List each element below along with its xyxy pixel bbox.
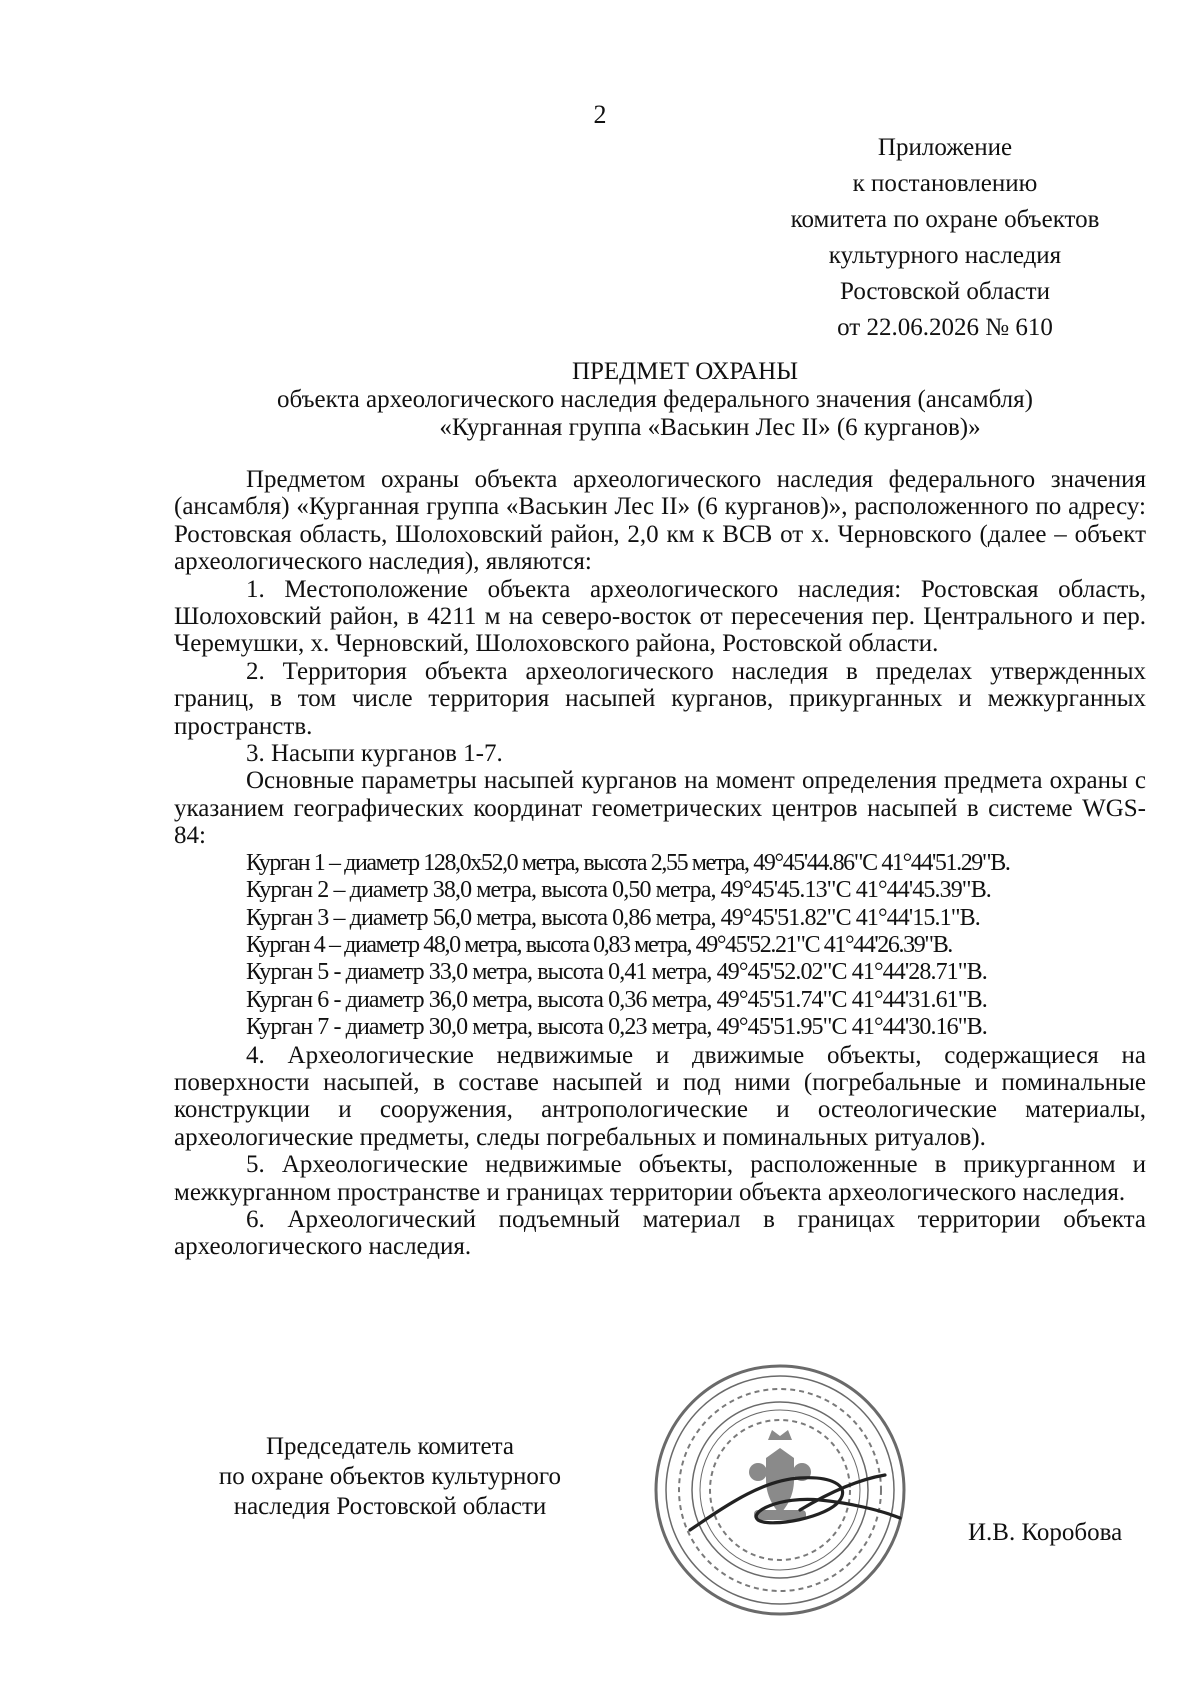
appendix-line: Приложение: [877, 134, 1013, 161]
appendix-line: от 22.06.2026 № 610: [837, 314, 1053, 341]
document-title: [160, 358, 1150, 442]
appendix-line: Ростовской области: [840, 278, 1050, 305]
mound-item: Курган 6 - диаметр 36,0 метра, высота 0,36 метра, 49°45'51.74"С 41°44'31.61"В.: [246, 986, 987, 1013]
appendix-line: комитета по охране объектов: [790, 206, 1100, 233]
mound-item: Курган 1 – диаметр 128,0х52,0 метра, высота 2,55 метра, 49°45'44.86"С 41°44'51.29"В.: [246, 849, 1010, 876]
intro-paragraph: Предметом охраны объекта археологического наследия федерального значения (ансамбля) «Курганная группа «Васькин Лес II» (6 курганов)», расположенного по адресу: Ростовская область, Шолоховский район, 2,0 км к ВСВ от х. Черновского (далее – объект археологического наследия), являются:: [174, 466, 1146, 576]
mound-list: [174, 850, 1146, 1042]
item-6-material: 6. Археологический подъемный материал в границах территории объекта археологического наследия.: [174, 1205, 1146, 1261]
mound-item: Курган 4 – диаметр 48,0 метра, высота 0,83 метра, 49°45'52.21"С 41°44'26.39"В.: [246, 931, 952, 958]
item-4-objects: 4. Археологические недвижимые и движимые объекты, содержащиеся на поверхности насыпей, в составе насыпей и под ними (погребальные и поминальные конструкции и сооружения, антропологические и остеологические материалы, археологические предметы, следы погребальных и поминальных ритуалов).: [174, 1041, 1146, 1151]
item-1-location: 1. Местоположение объекта археологического наследия: Ростовская область, Шолоховский район, в 4211 м на северо-восток от пересечения пер. Центрального и пер. Черемушки, х. Черновский, Шолоховского района, Ростовской области.: [174, 575, 1146, 658]
page-number: 2: [593, 100, 607, 129]
document-body: [174, 466, 1146, 1261]
signatory-position-line: по охране объектов культурного: [218, 1463, 562, 1490]
signatory-name: И.В. Коробова: [968, 1519, 1123, 1546]
params-intro: Основные параметры насыпей курганов на момент определения предмета охраны с указанием географических координат геометрических центров насыпей в системе WGS-84:: [174, 767, 1146, 850]
appendix-line: к постановлению: [852, 170, 1038, 197]
title-subtitle: объекта археологического наследия федерального значения (ансамбля): [277, 386, 1033, 413]
item-5-objects: 5. Археологические недвижимые объекты, расположенные в прикурганном и межкурганном пространстве и границах территории объекта археологического наследия.: [174, 1151, 1146, 1206]
title-object-name: «Курганная группа «Васькин Лес II» (6 курганов)»: [439, 414, 981, 441]
signatory-position: [180, 1432, 600, 1522]
mound-item: Курган 5 - диаметр 33,0 метра, высота 0,41 метра, 49°45'52.02"С 41°44'28.71"В.: [246, 959, 987, 986]
item-3-mounds: 3. Насыпи курганов 1-7.: [246, 740, 503, 768]
appendix-line: культурного наследия: [828, 242, 1062, 269]
mound-item: Курган 7 - диаметр 30,0 метра, высота 0,23 метра, 49°45'51.95"С 41°44'30.16"В.: [246, 1014, 987, 1041]
official-seal: [650, 1360, 910, 1620]
item-2-territory: 2. Территория объекта археологического наследия в пределах утвержденных границ, в том числе территория насыпей курганов, прикурганных и межкурганных пространств.: [174, 657, 1146, 740]
signatory-position-line: наследия Ростовской области: [233, 1493, 547, 1520]
appendix-header: [740, 130, 1150, 346]
title-main: ПРЕДМЕТ ОХРАНЫ: [571, 358, 799, 385]
mound-item: Курган 3 – диаметр 56,0 метра, высота 0,86 метра, 49°45'51.82"С 41°44'15.1"В.: [246, 904, 980, 931]
mound-item: Курган 2 – диаметр 38,0 метра, высота 0,50 метра, 49°45'45.13"С 41°44'45.39"В.: [246, 877, 991, 904]
signatory-position-line: Председатель комитета: [266, 1433, 514, 1460]
